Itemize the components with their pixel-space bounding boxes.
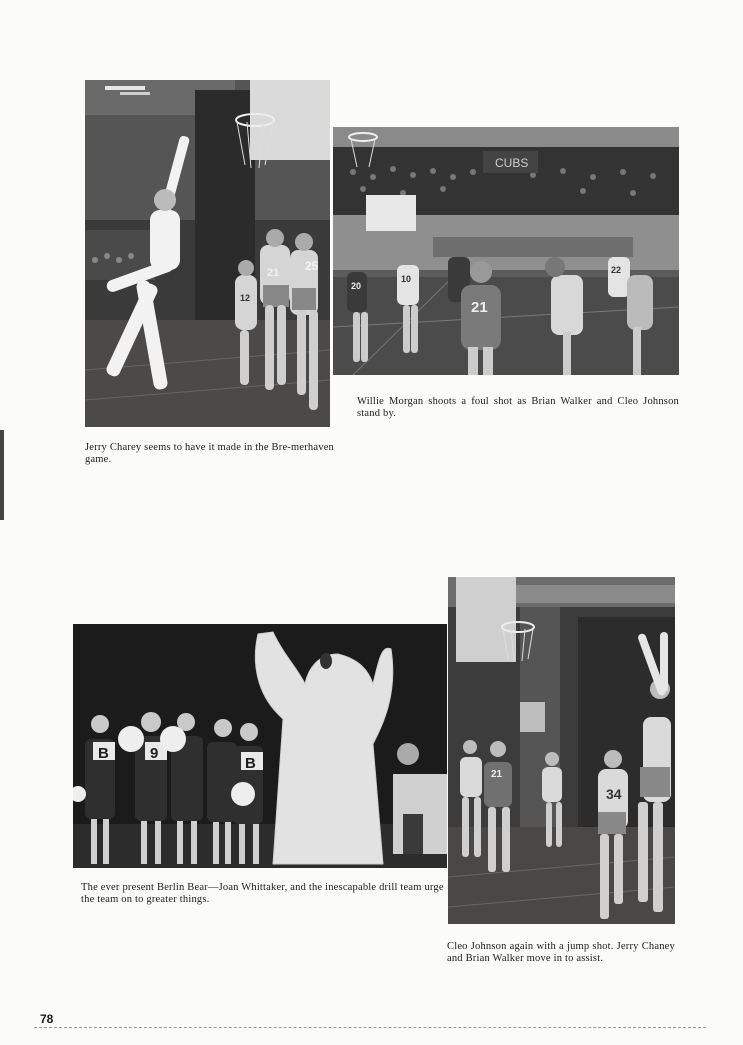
jersey-number-25: 25 — [305, 259, 319, 273]
drill-letter-b-left: B — [98, 745, 109, 762]
drill-number-9: 9 — [150, 745, 159, 762]
photo-berlin-bear — [73, 624, 447, 868]
jersey-number-21-foul: 21 — [471, 299, 488, 316]
photo-jump-shot — [85, 80, 330, 427]
photo-foul-shot — [333, 127, 679, 375]
caption-jump-shot: Jerry Charey seems to have it made in the Bre-merhaven game. — [85, 442, 335, 465]
jersey-number-34: 34 — [606, 786, 622, 802]
jersey-number-12: 12 — [240, 293, 251, 303]
caption-foul-shot: Willie Morgan shoots a foul shot as Brian Walker and Cleo Johnson stand by. — [357, 396, 679, 419]
jersey-number-22: 22 — [611, 265, 622, 275]
jersey-number-10: 10 — [401, 274, 412, 284]
wall-sign-cubs: CUBS — [495, 156, 529, 170]
caption-cleo-jump-shot: Cleo Johnson again with a jump shot. Jerry Chaney and Brian Walker move in to assist. — [447, 941, 675, 964]
footer-rule — [34, 1027, 706, 1028]
binding-edge — [0, 430, 4, 520]
photo-cleo-jump-shot — [448, 577, 675, 924]
drill-letter-b-right: B — [245, 755, 256, 772]
jersey-number-21: 21 — [267, 267, 280, 279]
caption-berlin-bear: The ever present Berlin Bear—Joan Whittaker, and the inescapable drill team urge the team on to greater things. — [81, 882, 444, 905]
page-number: 78 — [40, 1012, 54, 1026]
jersey-number-21-cleo: 21 — [491, 769, 503, 780]
jersey-number-20: 20 — [351, 281, 362, 291]
